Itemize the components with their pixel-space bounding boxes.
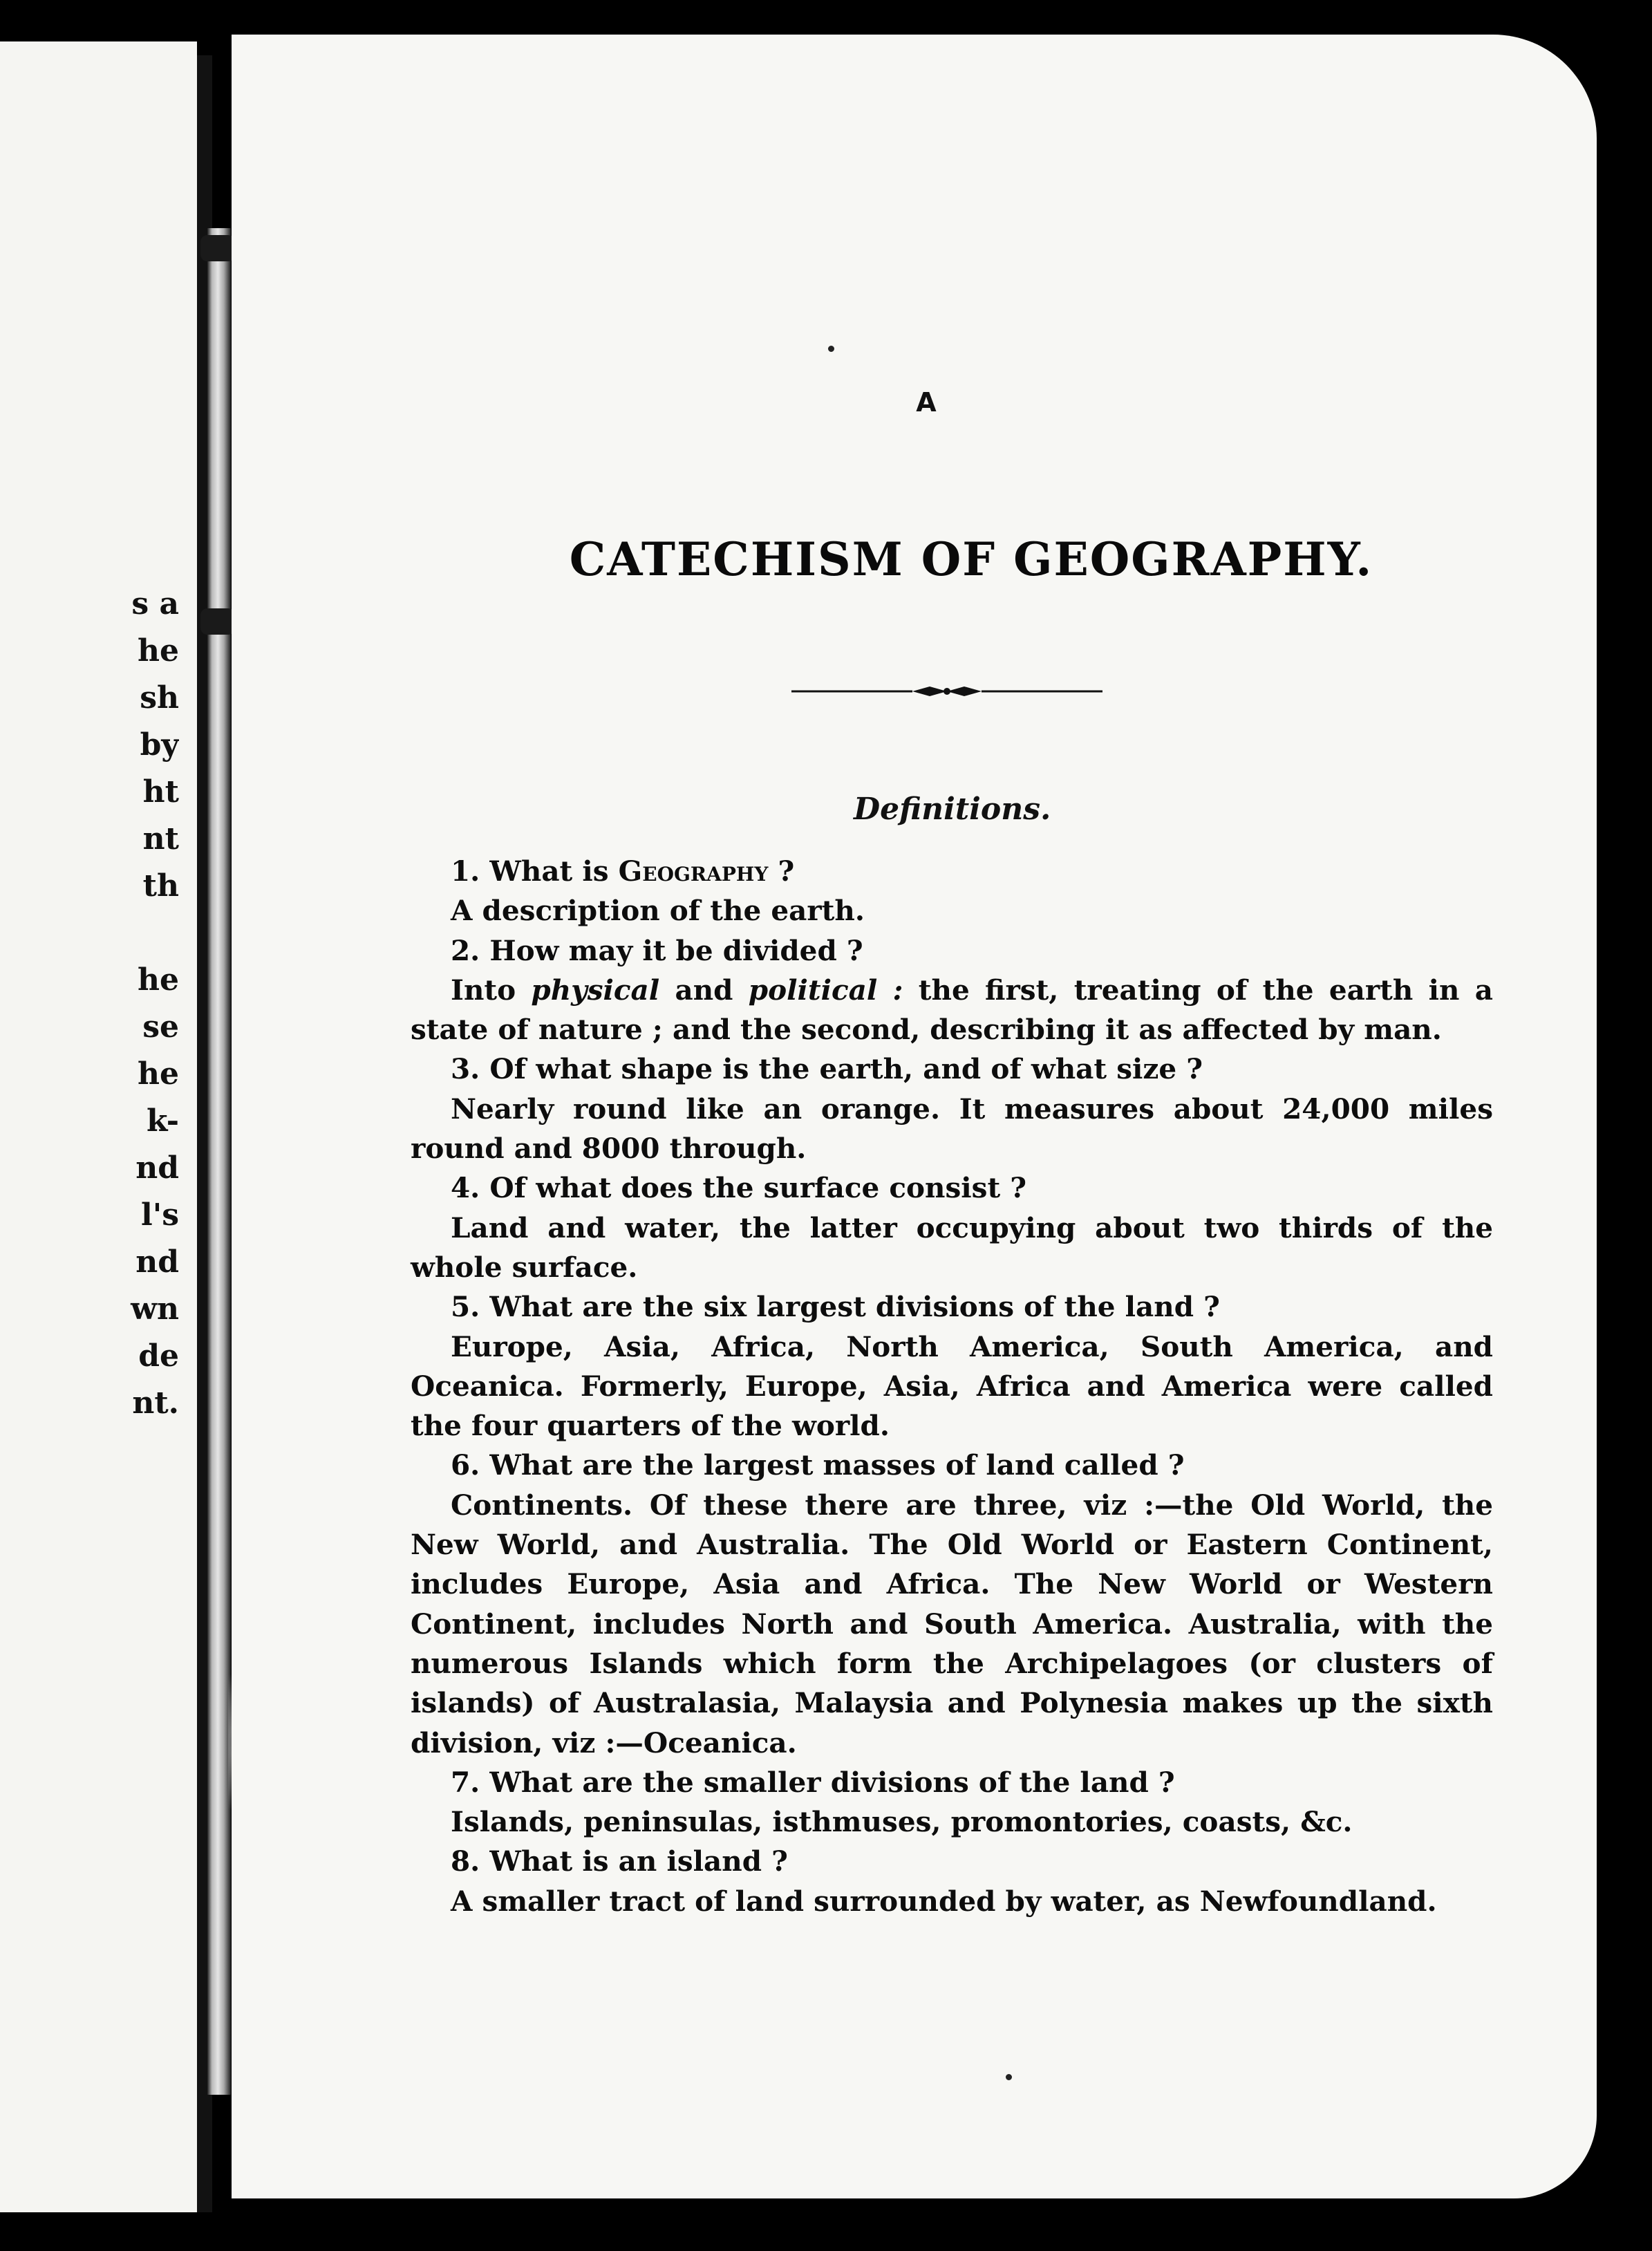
left-fragment: nt (142, 821, 179, 857)
question: 3. Of what shape is the earth, and of what size ? (451, 1052, 1203, 1086)
ink-speck (1006, 2074, 1012, 2080)
left-fragment: ht (142, 774, 179, 810)
left-fragment-gap (0, 910, 179, 957)
left-fragment: th (142, 868, 179, 904)
question: 4. Of what does the surface consist ? (451, 1171, 1026, 1205)
page-title: CATECHISM OF GEOGRAPHY. (569, 532, 1373, 586)
answer: Islands, peninsulas, isthmuses, promontories, coasts, &c. (451, 1805, 1353, 1839)
left-fragment: sh (140, 680, 179, 716)
left-fragment: de (138, 1338, 179, 1374)
left-fragment: k- (147, 1103, 179, 1139)
binding-knot (200, 235, 235, 261)
left-page (0, 41, 197, 2212)
question: 6. What are the largest masses of land called ? (451, 1448, 1185, 1482)
binding-knot (200, 608, 235, 635)
answer: A description of the earth. (451, 894, 865, 928)
answer: Nearly round like an orange. It measures about 24,000 miles round and 8000 through. (411, 1092, 1493, 1166)
section-heading: Definitions. (854, 792, 1051, 827)
binding-thread (207, 228, 231, 2095)
left-fragment: nd (135, 1150, 179, 1186)
answer: Continents. Of these there are three, viz :—the Old World, the New World, and Australia. The Old World or Eastern Continent, includes Europe, Asia and Africa. The New World or Western Continent, includes North and South America. Australia, with the numerous Islands which form the Archipelagoes (or clusters of islands) of Australasia, Malaysia and Polynesia makes up the sixth division, viz :—Oceanica. (411, 1488, 1493, 1759)
left-fragment: wn (131, 1291, 179, 1327)
ornament-divider (791, 684, 1102, 698)
question: 5. What are the six largest divisions of the land ? (451, 1290, 1220, 1324)
left-fragment: he (138, 962, 179, 998)
left-fragment: l's (141, 1197, 179, 1233)
question: 7. What are the smaller divisions of the land ? (451, 1765, 1175, 1799)
left-fragment: he (138, 1056, 179, 1092)
answer: Europe, Asia, Africa, North America, South America, and Oceanica. Formerly, Europe, Asia, Africa and America were called the four quarters of the world. (411, 1329, 1493, 1443)
left-page-text-fragments (0, 581, 197, 1427)
left-fragment: he (138, 633, 179, 669)
question: 1. What is Geography ? (451, 854, 795, 888)
left-fragment: nd (135, 1244, 179, 1280)
question: 8. What is an island ? (451, 1844, 788, 1878)
header-mark: A (916, 387, 937, 418)
left-fragment: nt. (132, 1385, 179, 1421)
catechism-body (411, 852, 1493, 1921)
answer: Into physical and political : the first, treating of the earth in a state of nature ; and the second, describing it as affected by man. (411, 973, 1493, 1047)
left-fragment: se (142, 1009, 179, 1045)
answer: Land and water, the latter occupying about two thirds of the whole surface. (411, 1211, 1493, 1284)
left-fragment: by (140, 727, 179, 763)
question: 2. How may it be divided ? (451, 933, 863, 967)
ink-speck (828, 346, 834, 352)
left-fragment: s a (131, 586, 179, 622)
answer: A smaller tract of land surrounded by water, as Newfoundland. (451, 1884, 1437, 1918)
